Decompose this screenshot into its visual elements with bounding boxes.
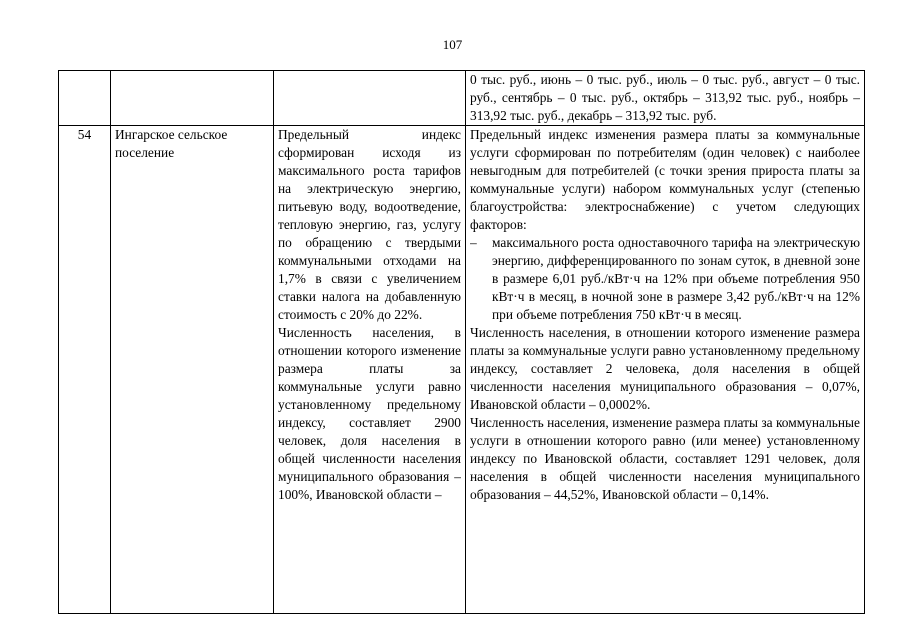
continued-details-text: 0 тыс. руб., июнь – 0 тыс. руб., июль – 0 тыс. руб., август – 0 тыс. руб., сентябрь – 0 тыс. руб., октябрь – 313,92 тыс. руб., ноябрь – 313,92 тыс. руб., декабрь – 313,92 тыс. руб. (470, 72, 860, 123)
bullet-dash: – (470, 235, 477, 250)
settlement-name: Ингарское сельское поселение (115, 127, 228, 160)
justification-cell (274, 126, 466, 614)
justification-paragraph-2: Численность населения, в отношении которого изменение размера платы за коммунальные услуги равно установленному предельному индексу, составляет 2900 человек, доля населения в общей численности населения муниципального образования – 100%, Ивановской области – (278, 325, 461, 502)
details-bullet-text: максимального роста одноставочного тарифа на электрическую энергию, дифференцированного по зонам суток, в дневной зоне в размере 6,01 руб./кВт·ч на 12% при объеме потребления 950 кВт·ч в месяц, в ночной зоне в размере 3,42 руб./кВт·ч на 12% при объеме потребления 750 кВт·ч в месяц. (492, 235, 860, 322)
settlement-name-cell (111, 126, 274, 614)
table-row-continued (59, 71, 865, 126)
details-intro: Предельный индекс изменения размера платы за коммунальные услуги сформирован по потребителям (один человек) с наиболее невыгодным для потребителей (с точки зрения прироста платы за коммунальные услуги) набором коммунальных услуг (степенью благоустройства: электроснабжение) с учетом следующих факторов: (470, 127, 860, 232)
table-row (59, 126, 865, 614)
row-number (59, 126, 111, 614)
page-number: 107 (442, 37, 463, 52)
row-number-text: 54 (77, 127, 92, 142)
cell-justification-empty (274, 71, 466, 126)
justification-paragraph-1: Предельный индекс сформирован исходя из максимального роста тарифов на электрическую энергию, питьевую воду, водоотведение, тепловую энергию, газ, услугу по обращению с твердыми коммунальными отходами на 1,7% в связи с увеличением ставки налога на добавленную стоимость с 20% до 22%. (278, 127, 461, 322)
details-paragraph-2: Численность населения, в отношении которого изменение размера платы за коммунальные услуги равно установленному предельному индексу, составляет 2 человека, доля населения в общей численности населения муниципального образования – 0,07%, Ивановской области – 0,0002%. (470, 325, 860, 412)
details-cell (466, 126, 865, 614)
tariff-table (58, 70, 865, 614)
cell-settlement-empty (111, 71, 274, 126)
cell-details-continued (466, 71, 865, 126)
cell-number-empty (59, 71, 111, 126)
details-paragraph-3: Численность населения, изменение размера платы за коммунальные услуги в отношении которого равно (или менее) установленному индексу по Ивановской области, составляет 1291 человек, доля населения в общей численности населения муниципального образования – 44,52%, Ивановской области – 0,14%. (470, 415, 860, 502)
details-bullet (470, 234, 860, 324)
